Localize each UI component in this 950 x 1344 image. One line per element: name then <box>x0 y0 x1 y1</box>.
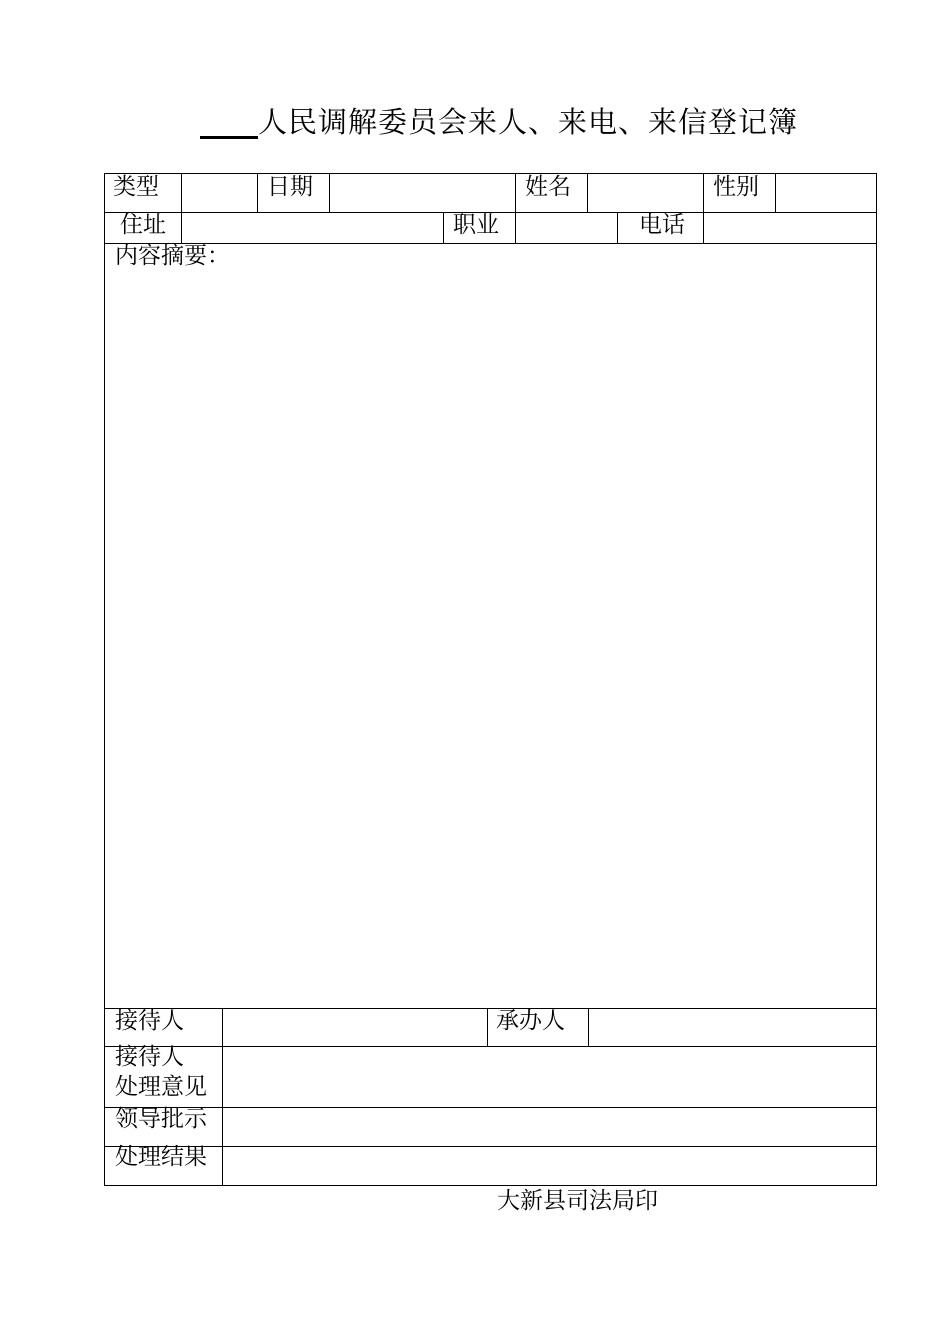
receiver-opinion-label-line1: 接待人 <box>115 1044 184 1070</box>
address-label: 住址 <box>120 212 166 238</box>
title-text: 人民调解委员会来人、来电、来信登记簿 <box>258 105 799 139</box>
date-label: 日期 <box>267 174 313 200</box>
leadership-instruction-label: 领导批示 <box>115 1106 207 1132</box>
col-divider <box>181 212 182 243</box>
col-divider <box>443 212 444 243</box>
col-divider <box>257 174 258 212</box>
col-divider <box>487 1008 488 1046</box>
registration-table <box>104 173 877 1186</box>
occupation-label: 职业 <box>453 212 499 238</box>
row-divider <box>105 1107 876 1108</box>
col-divider <box>222 1046 223 1185</box>
issuer-stamp-text: 大新县司法局印 <box>497 1188 658 1214</box>
row-divider <box>105 1146 876 1147</box>
col-divider <box>703 212 704 243</box>
col-divider <box>515 174 516 212</box>
row-divider <box>105 1008 876 1009</box>
gender-label: 性别 <box>713 174 759 200</box>
title-blank-line <box>200 136 258 139</box>
name-label: 姓名 <box>525 174 571 200</box>
phone-label: 电话 <box>639 212 685 238</box>
col-divider <box>222 1008 223 1046</box>
row-divider <box>105 1046 876 1047</box>
handler-label: 承办人 <box>496 1008 565 1034</box>
type-label: 类型 <box>113 174 159 200</box>
col-divider <box>181 174 182 212</box>
col-divider <box>588 1008 589 1046</box>
receiver-label: 接待人 <box>115 1008 184 1034</box>
processing-result-label: 处理结果 <box>115 1144 207 1170</box>
col-divider <box>617 212 618 243</box>
col-divider <box>703 174 704 212</box>
col-divider <box>587 174 588 212</box>
receiver-opinion-label-line2: 处理意见 <box>115 1074 207 1100</box>
col-divider <box>329 174 330 212</box>
col-divider <box>775 174 776 212</box>
content-summary-label: 内容摘要： <box>115 243 230 269</box>
col-divider <box>515 212 516 243</box>
form-title <box>200 96 840 146</box>
